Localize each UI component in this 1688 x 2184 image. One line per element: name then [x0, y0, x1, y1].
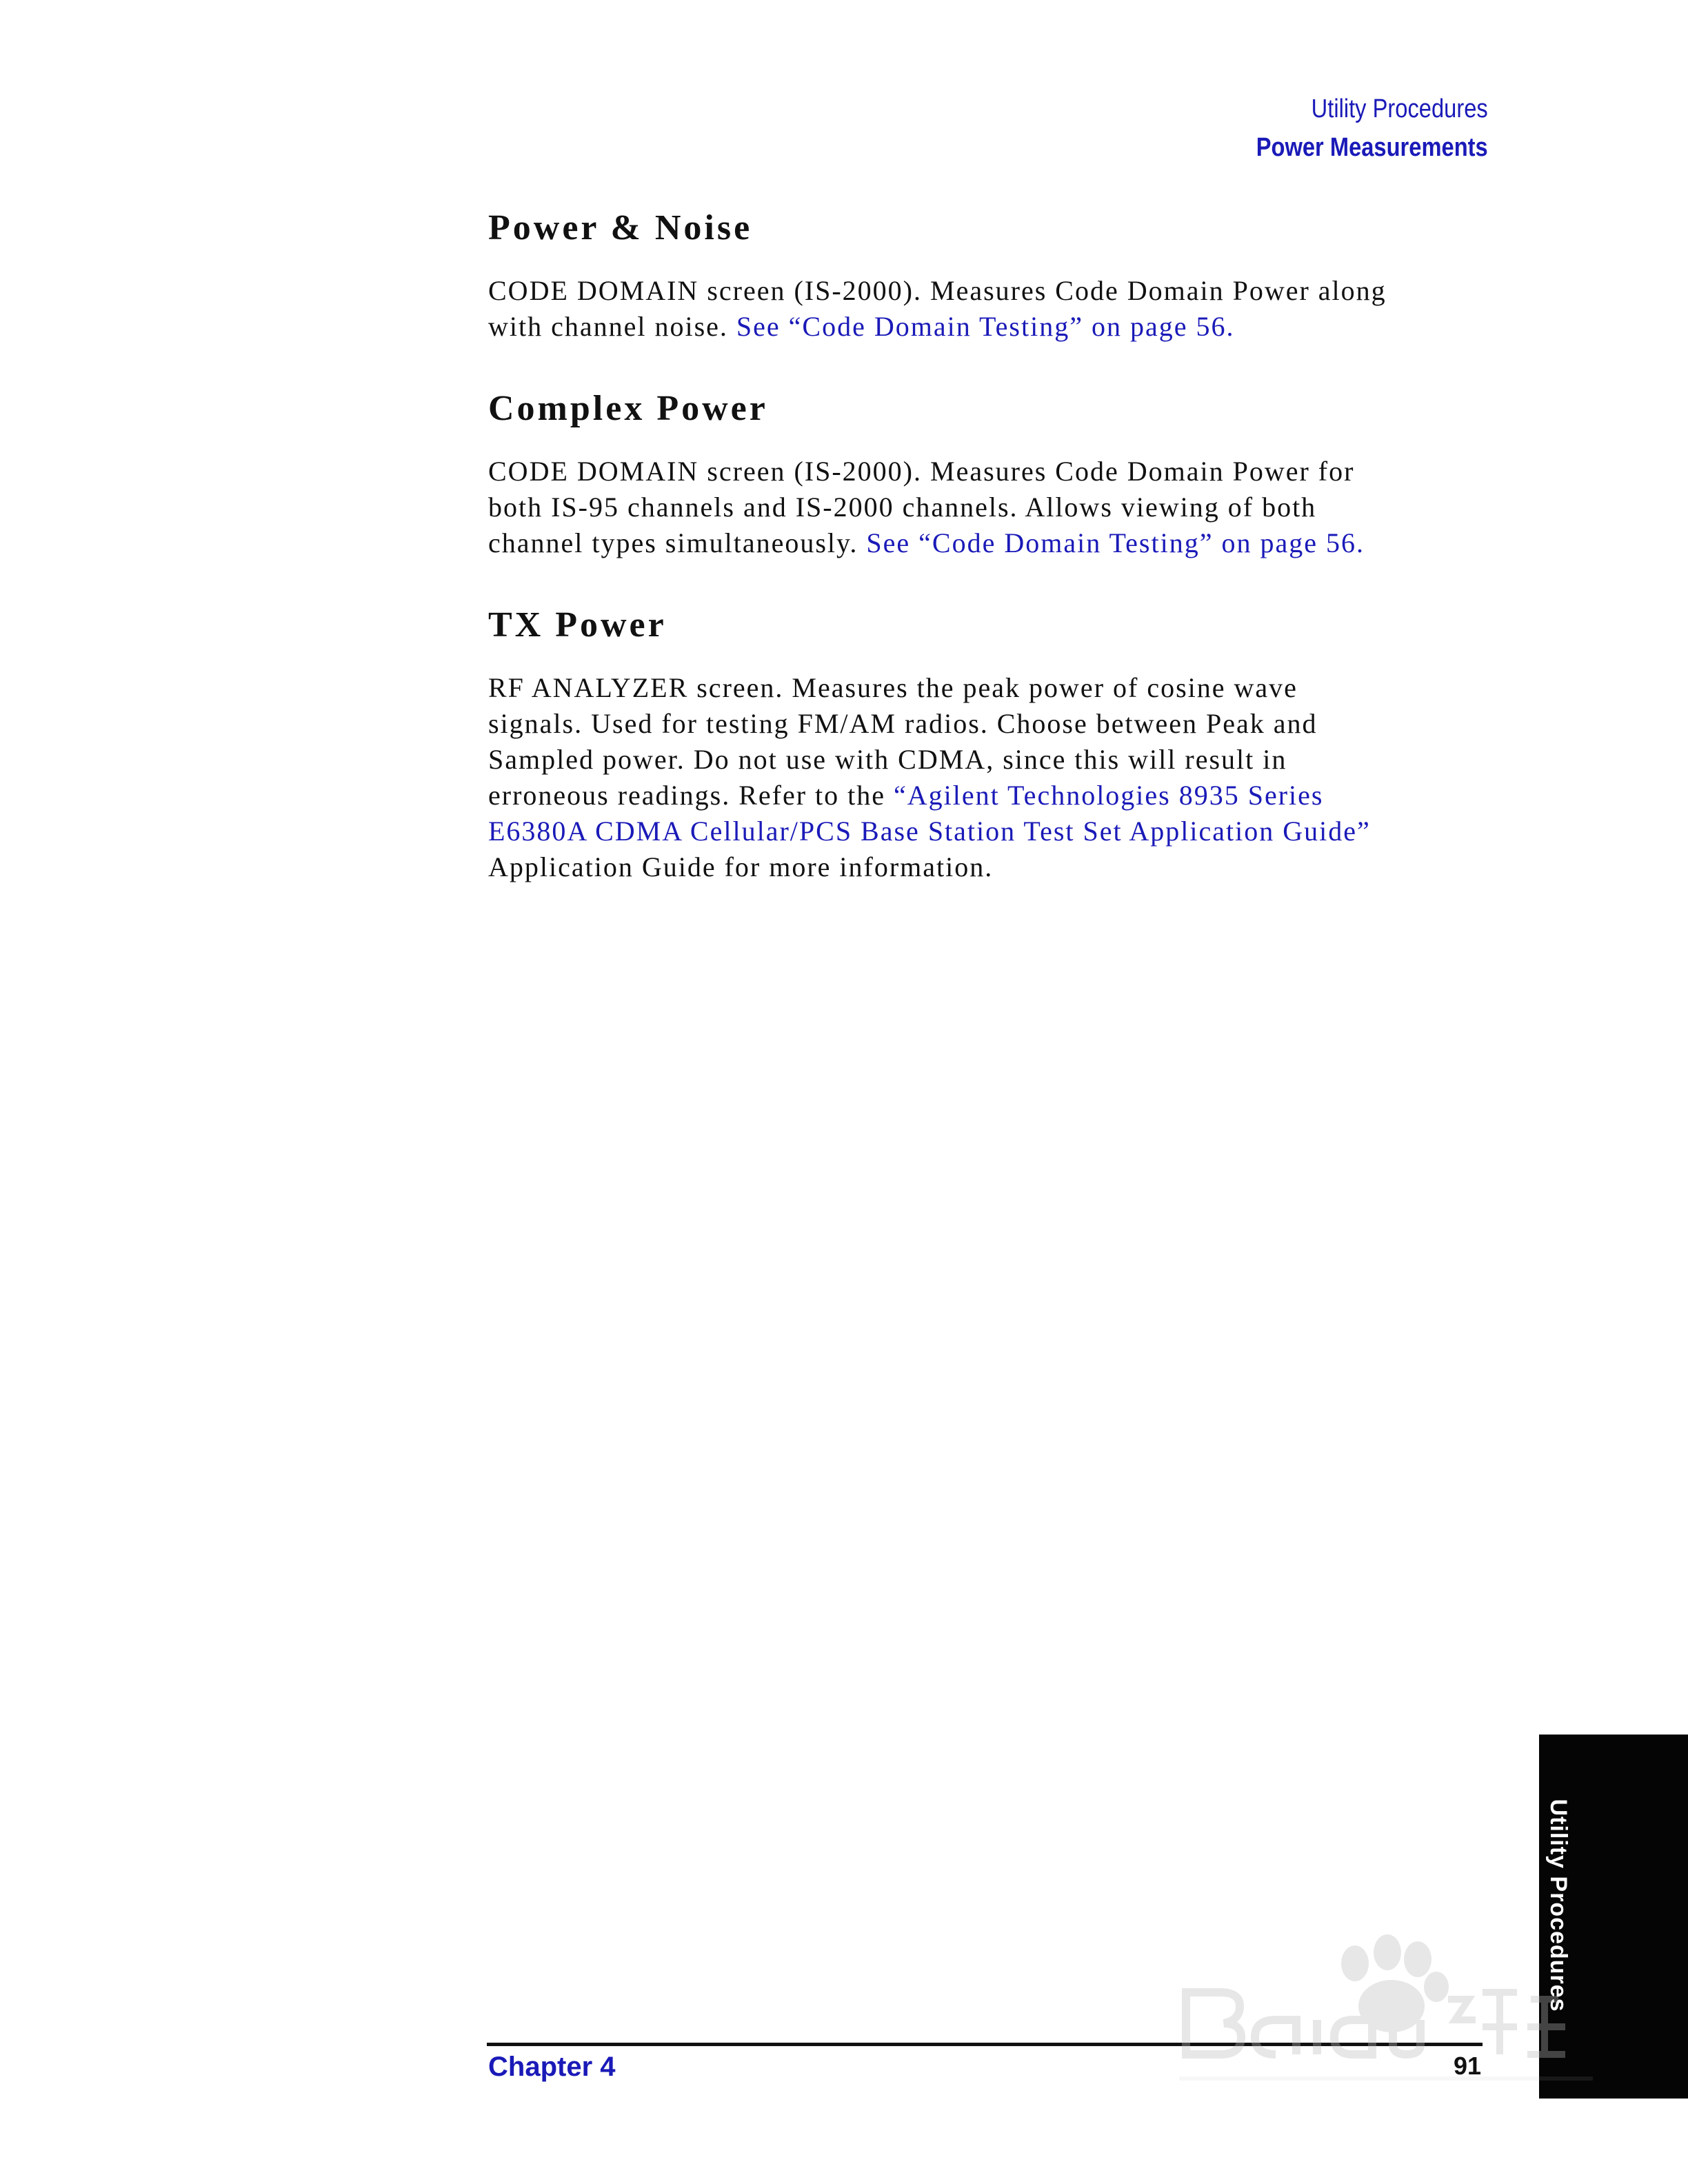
cross-reference-link[interactable]: See “Code Domain Testing” on page 56. — [736, 311, 1235, 342]
section-heading: Power & Noise — [488, 208, 753, 247]
running-head — [1256, 90, 1488, 167]
baidu-watermark-logo — [1172, 1923, 1600, 2110]
cross-reference-link[interactable]: “Agilent Technologies 8935 Series E6380A CDMA Cellular/PCS Base Station Test Set Application Guide” — [488, 780, 1371, 847]
paragraph-text: CODE DOMAIN screen (IS-2000). Measures Code Domain Power along with channel noise. — [488, 275, 1387, 342]
section-paragraph — [488, 454, 1509, 561]
main-content — [488, 207, 1509, 928]
paragraph-text: CODE DOMAIN screen (IS-2000). Measures Code Domain Power for both IS-95 channels and IS-2000 channels. Allows viewing of both channel types simultaneously. — [488, 456, 1355, 558]
section-heading: TX Power — [488, 605, 667, 645]
running-head-section: Power Measurements — [1256, 133, 1488, 162]
section-complex-power — [488, 387, 1509, 561]
section-paragraph — [488, 670, 1509, 885]
section-paragraph — [488, 273, 1509, 345]
running-head-chapter: Utility Procedures — [1311, 94, 1488, 123]
footer-page-number: 91 — [1454, 2052, 1482, 2080]
cross-reference-link[interactable]: See “Code Domain Testing” on page 56. — [866, 527, 1365, 558]
section-power-noise — [488, 207, 1509, 345]
section-heading: Complex Power — [488, 389, 768, 428]
paragraph-text: RF ANALYZER screen. Measures the peak power of cosine wave signals. Used for testing FM/AM radios. Choose between Peak and Sampled power. Do not use with CDMA, since this will result in erroneous readings. Refer to the — [488, 672, 1318, 811]
footer-chapter: Chapter 4 — [488, 2052, 616, 2082]
section-tx-power — [488, 604, 1509, 885]
side-tab-label: Utility Procedures — [1545, 1799, 1571, 2012]
footer-rule — [487, 2043, 1483, 2046]
paragraph-text-after: Application Guide for more information. — [488, 851, 994, 882]
